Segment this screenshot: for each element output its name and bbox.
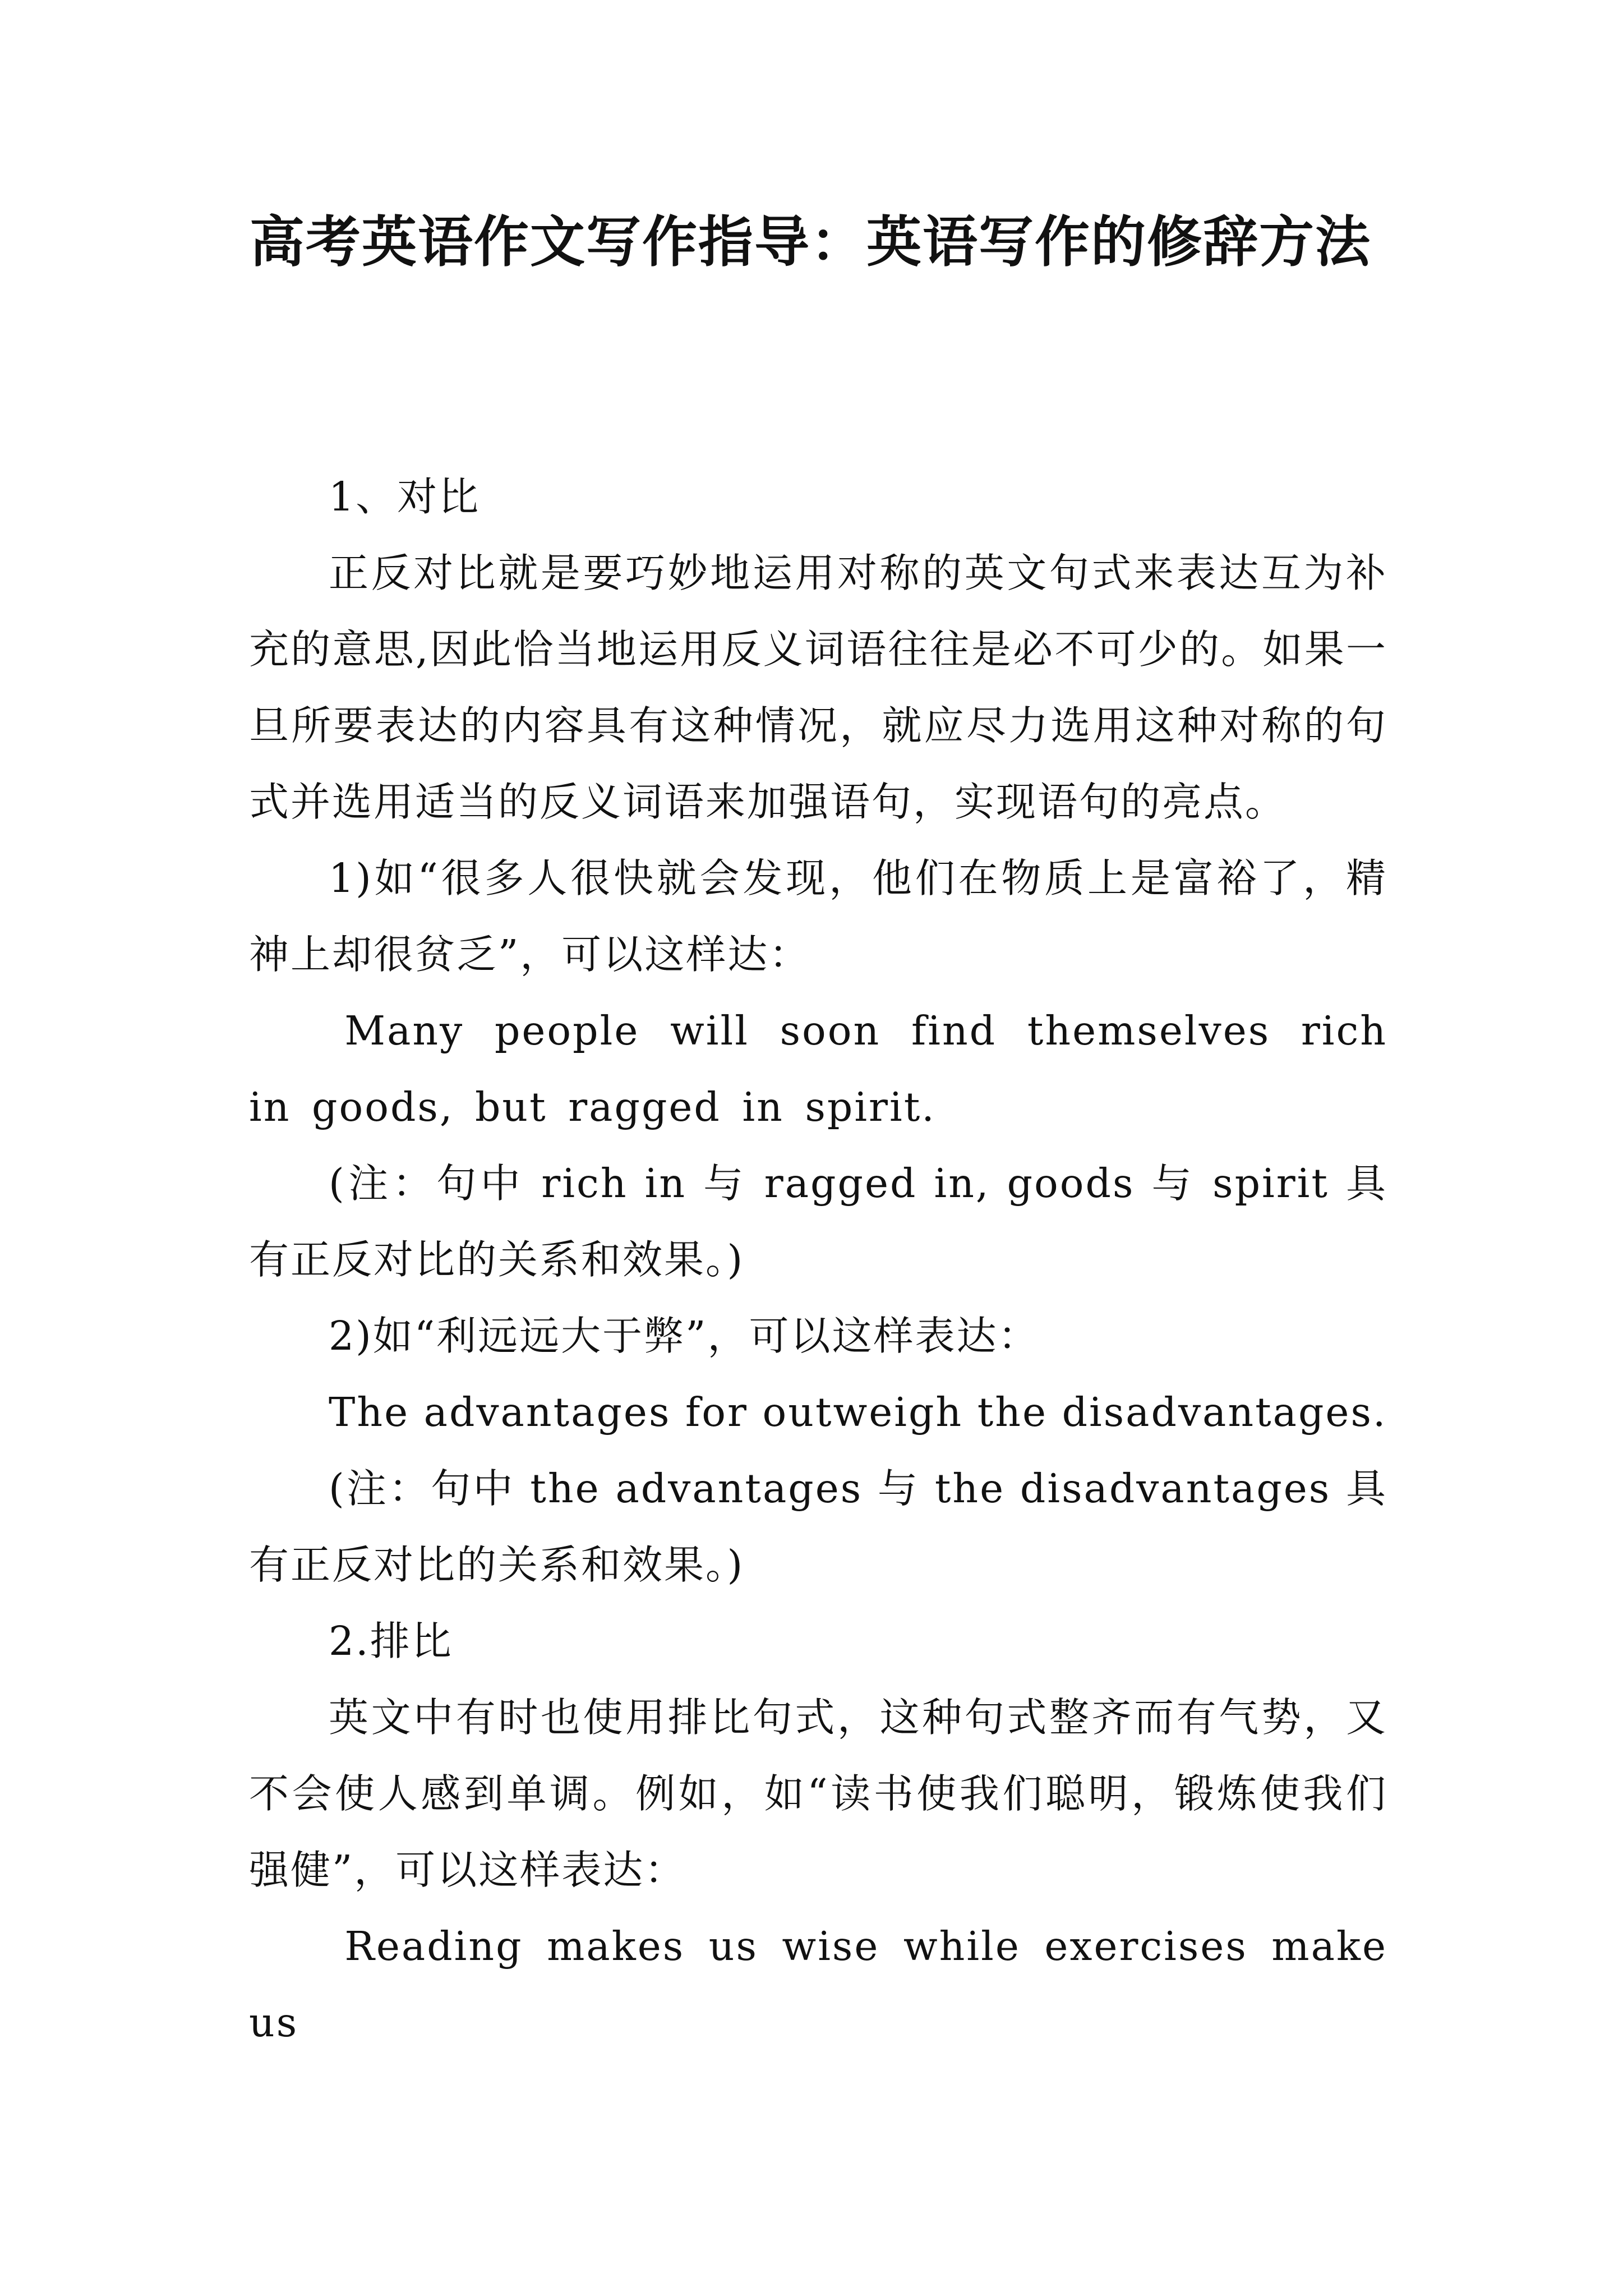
english-example-3: Reading makes us wise while exercises make us: [249, 1923, 1387, 2046]
note-example-1: (注：句中 rich in 与 ragged in, goods 与 spirit 具有正反对比的关系和效果。): [249, 1160, 1387, 1283]
note-example-2: (注：句中 the advantages 与 the disadvantages 具有正反对比的关系和效果。): [249, 1465, 1387, 1588]
paragraph-parallelism-intro: 英文中有时也使用排比句式，这种句式整齐而有气势，又不会使人感到单调。例如，如“读书使我们聪明，锻炼使我们强健”，可以这样表达：: [249, 1694, 1387, 1893]
paragraph-contrast-intro: 正反对比就是要巧妙地运用对称的英文句式来表达互为补充的意思,因此恰当地运用反义词语往往是必不可少的。如果一旦所要表达的内容具有这种情况，就应尽力选用这种对称的句式并选用适当的反义词语来加强语句，实现语句的亮点。: [249, 550, 1387, 825]
english-example-1: Many people will soon find themselves rich in goods, but ragged in spirit.: [249, 1007, 1387, 1130]
paragraph-example-2: 2)如“利远远大于弊”，可以这样表达：: [329, 1313, 1040, 1359]
english-example-2: The advantages for outweigh the disadvantages.: [329, 1389, 1387, 1435]
paragraph-example-1: 1)如“很多人很快就会发现，他们在物质上是富裕了，精神上却很贫乏”，可以这样达：: [249, 855, 1387, 978]
document-body: [249, 459, 1387, 2061]
section-heading-contrast: 1、对比: [329, 473, 481, 520]
section-heading-parallelism: 2.排比: [329, 1618, 453, 1664]
document-title: 高考英语作文写作指导：英语写作的修辞方法: [249, 210, 1371, 274]
